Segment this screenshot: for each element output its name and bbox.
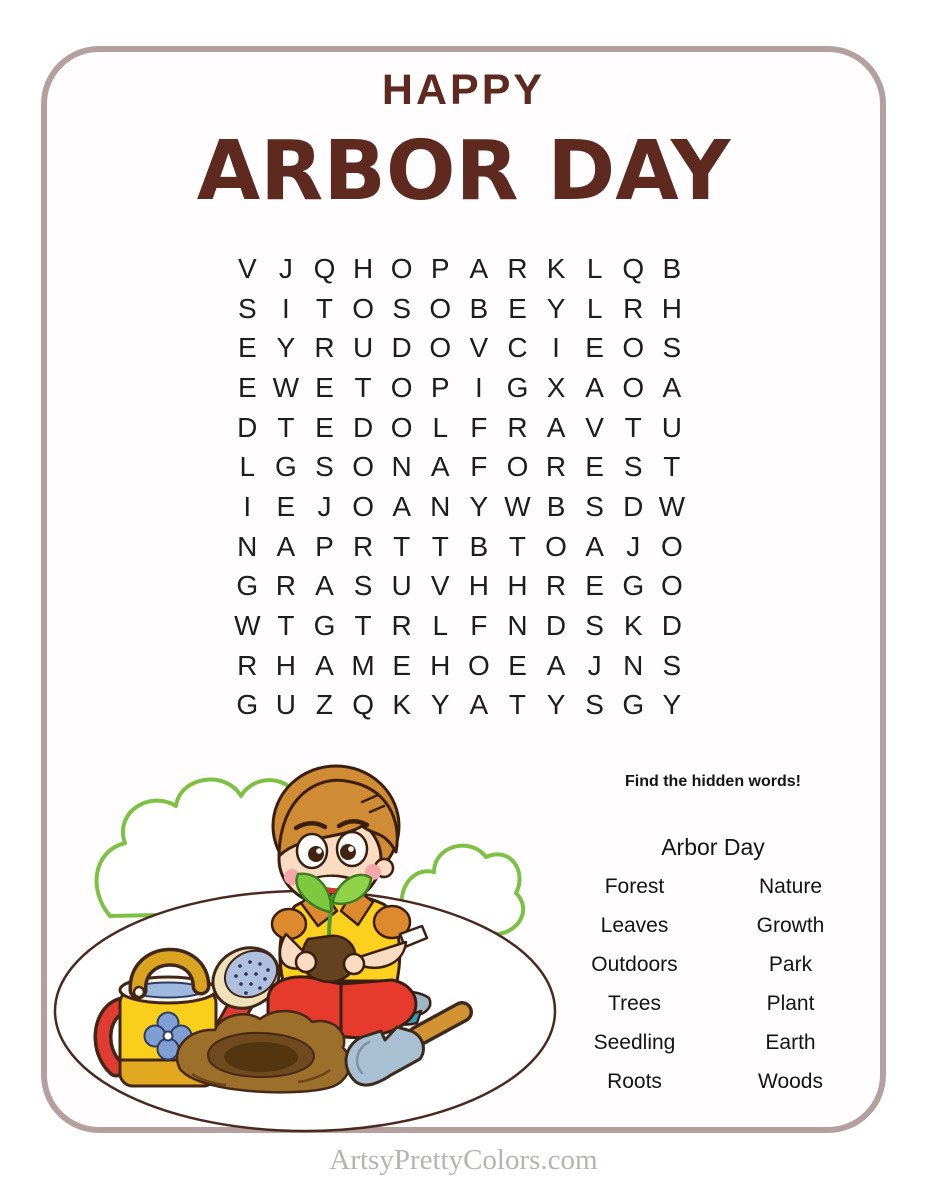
grid-letter: W xyxy=(234,610,261,642)
grid-letter: K xyxy=(546,252,566,284)
grid-letter: L xyxy=(586,252,603,284)
grid-letter: A xyxy=(585,530,604,562)
grid-letter: R xyxy=(352,530,374,562)
word-columns xyxy=(557,867,869,1101)
grid-letter: C xyxy=(507,332,528,364)
grid-letter: B xyxy=(469,530,489,562)
grid-letter: O xyxy=(390,252,413,284)
grid-letter: T xyxy=(277,411,295,443)
grid-letter: T xyxy=(508,689,526,721)
grid-letter: A xyxy=(662,371,682,403)
grid-letter: R xyxy=(275,570,296,602)
word-item: Park xyxy=(768,952,813,976)
grid-letter: D xyxy=(661,610,682,642)
grid-letter: R xyxy=(545,570,567,602)
grid-letter: H xyxy=(661,292,682,324)
grid-letter: I xyxy=(243,490,252,522)
grid-letter: E xyxy=(237,371,257,403)
grid-letter: Y xyxy=(546,292,566,324)
grid-letter: O xyxy=(352,490,374,522)
grid-letter: O xyxy=(660,530,683,562)
grid-letter: E xyxy=(392,649,412,681)
grid-letter: E xyxy=(585,451,604,483)
word-item: Woods xyxy=(758,1069,823,1093)
grid-letter: A xyxy=(430,451,450,483)
grid-letter: V xyxy=(430,570,450,602)
grid-letter: P xyxy=(315,530,334,562)
grid-letter: A xyxy=(276,530,296,562)
grid-letter: U xyxy=(275,689,296,721)
grid-letter: G xyxy=(236,689,259,721)
grid-letter: A xyxy=(546,411,566,443)
grid-letter: A xyxy=(469,252,489,284)
grid-letter: R xyxy=(314,332,335,364)
grid-letter: D xyxy=(352,411,374,443)
grid-letter: N xyxy=(430,490,451,522)
grid-letter: V xyxy=(585,411,604,443)
grid-letter: W xyxy=(658,490,686,522)
grid-letter: K xyxy=(392,689,412,721)
grid-letter: O xyxy=(390,371,413,403)
grid-letter: S xyxy=(585,490,604,522)
grid-letter: T xyxy=(354,610,372,642)
grid-letter: S xyxy=(662,649,682,681)
grid-letter: J xyxy=(317,490,332,522)
grid-letter: B xyxy=(546,490,566,522)
grid-letter: S xyxy=(623,451,643,483)
grid-letter: U xyxy=(391,570,412,602)
grid-letter: T xyxy=(393,530,411,562)
word-item: Outdoors xyxy=(591,952,678,976)
grid-letter: A xyxy=(315,649,334,681)
grid-letter: O xyxy=(622,371,645,403)
grid-letter: I xyxy=(552,332,560,364)
grid-letter: G xyxy=(275,451,297,483)
grid-letter: O xyxy=(390,411,413,443)
grid-letter: G xyxy=(622,570,645,602)
word-item: Trees xyxy=(608,991,661,1015)
grid-letter: J xyxy=(587,649,602,681)
grid-letter: Y xyxy=(430,689,450,721)
grid-letter: I xyxy=(474,371,483,403)
grid-letter: T xyxy=(277,610,295,642)
grid-letter: O xyxy=(622,332,645,364)
grid-letter: Z xyxy=(315,689,334,721)
grid-letter: R xyxy=(545,451,567,483)
grid-letter: H xyxy=(507,570,528,602)
grid-letter: Y xyxy=(546,689,566,721)
word-item: Leaves xyxy=(600,913,669,937)
grid-letter: H xyxy=(275,649,296,681)
grid-letter: A xyxy=(469,689,489,721)
illustration-boy-planting xyxy=(40,738,562,1140)
grid-letter: R xyxy=(237,649,258,681)
grid-letter: S xyxy=(392,292,412,324)
grid-letter: S xyxy=(353,570,373,602)
grid-letter: A xyxy=(546,649,566,681)
grid-letter: O xyxy=(429,332,452,364)
grid-letter: N xyxy=(507,610,528,642)
grid-letter: O xyxy=(352,292,374,324)
grid-letter: G xyxy=(506,371,529,403)
grid-letter: B xyxy=(662,252,682,284)
word-column-left xyxy=(557,867,712,1101)
grid-letter: O xyxy=(352,451,374,483)
grid-letter: J xyxy=(278,252,293,284)
grid-letter: E xyxy=(585,332,604,364)
grid-letter: D xyxy=(545,610,567,642)
grid-letter: E xyxy=(315,411,334,443)
grid-letter: Y xyxy=(469,490,489,522)
word-search-grid xyxy=(228,249,691,725)
page-title-happy: HAPPY xyxy=(381,66,546,114)
grid-letter: D xyxy=(623,490,644,522)
grid-letter: E xyxy=(508,292,527,324)
grid-letter: X xyxy=(546,371,566,403)
grid-letter: T xyxy=(508,530,526,562)
grid-letter: H xyxy=(468,570,489,602)
grid-letter: R xyxy=(391,610,412,642)
grid-letter: L xyxy=(239,451,256,483)
grid-letter: U xyxy=(352,332,374,364)
grid-letter: Q xyxy=(622,252,645,284)
site-credit: ArtsyPrettyColors.com xyxy=(329,1144,598,1176)
grid-letter: N xyxy=(623,649,644,681)
grid-letter: E xyxy=(508,649,527,681)
grid-letter: O xyxy=(429,292,452,324)
grid-letter: R xyxy=(507,252,528,284)
grid-letter: U xyxy=(661,411,682,443)
grid-letter: A xyxy=(392,490,412,522)
grid-letter: G xyxy=(236,570,259,602)
grid-letter: H xyxy=(352,252,374,284)
grid-letter: F xyxy=(470,411,488,443)
grid-letter: I xyxy=(282,292,290,324)
word-item: Nature xyxy=(758,874,823,898)
grid-letter: N xyxy=(391,451,412,483)
instruction-text: Find the hidden words! xyxy=(625,773,801,790)
grid-letter: O xyxy=(467,649,490,681)
grid-letter: M xyxy=(351,649,375,681)
grid-letter: O xyxy=(545,530,567,562)
grid-letter: A xyxy=(585,371,604,403)
grid-letter: Y xyxy=(276,332,296,364)
grid-letter: E xyxy=(237,332,257,364)
grid-letter: S xyxy=(237,292,257,324)
word-item: Plant xyxy=(766,991,815,1015)
grid-letter: D xyxy=(237,411,258,443)
grid-letter: N xyxy=(237,530,258,562)
grid-letter: S xyxy=(662,332,682,364)
word-item: Forest xyxy=(604,874,665,898)
grid-letter: E xyxy=(315,371,334,403)
grid-letter: E xyxy=(585,570,604,602)
word-item: Seedling xyxy=(593,1030,676,1054)
grid-letter: V xyxy=(237,252,257,284)
grid-letter: Y xyxy=(662,689,682,721)
grid-letter: L xyxy=(586,292,603,324)
grid-letter: L xyxy=(432,610,449,642)
grid-letter: J xyxy=(626,530,641,562)
grid-letter: F xyxy=(470,451,488,483)
grid-letter: O xyxy=(660,570,683,602)
grid-letter: V xyxy=(469,332,489,364)
grid-letter: G xyxy=(622,689,645,721)
grid-letter: T xyxy=(624,411,642,443)
grid-letter: B xyxy=(469,292,489,324)
word-column-right xyxy=(712,867,869,1101)
grid-letter: S xyxy=(585,689,604,721)
grid-letter: W xyxy=(504,490,531,522)
word-item: Earth xyxy=(765,1030,816,1054)
grid-letter: R xyxy=(507,411,528,443)
word-list xyxy=(557,772,869,1101)
featured-word: Arbor Day xyxy=(661,834,765,860)
grid-letter: O xyxy=(506,451,529,483)
page-title-arbor-day: ARBOR DAY xyxy=(196,124,731,219)
grid-letter: E xyxy=(276,490,296,522)
grid-letter: L xyxy=(432,411,449,443)
grid-letter: P xyxy=(430,252,450,284)
grid-letter: F xyxy=(470,610,488,642)
grid-letter: H xyxy=(430,649,451,681)
word-item: Growth xyxy=(756,913,825,937)
grid-letter: T xyxy=(431,530,449,562)
grid-letter: G xyxy=(313,610,336,642)
word-item: Roots xyxy=(607,1069,662,1093)
grid-letter: Q xyxy=(313,252,336,284)
grid-letter: D xyxy=(391,332,412,364)
grid-letter: A xyxy=(315,570,334,602)
grid-letter: S xyxy=(585,610,604,642)
grid-letter: T xyxy=(354,371,372,403)
grid-letter: P xyxy=(430,371,450,403)
grid-letter: R xyxy=(623,292,644,324)
grid-letter: S xyxy=(315,451,334,483)
grid-letter: K xyxy=(623,610,643,642)
grid-letter: Q xyxy=(352,689,374,721)
grid-letter: W xyxy=(272,371,300,403)
grid-letter: T xyxy=(663,451,681,483)
grid-letter: T xyxy=(315,292,334,324)
